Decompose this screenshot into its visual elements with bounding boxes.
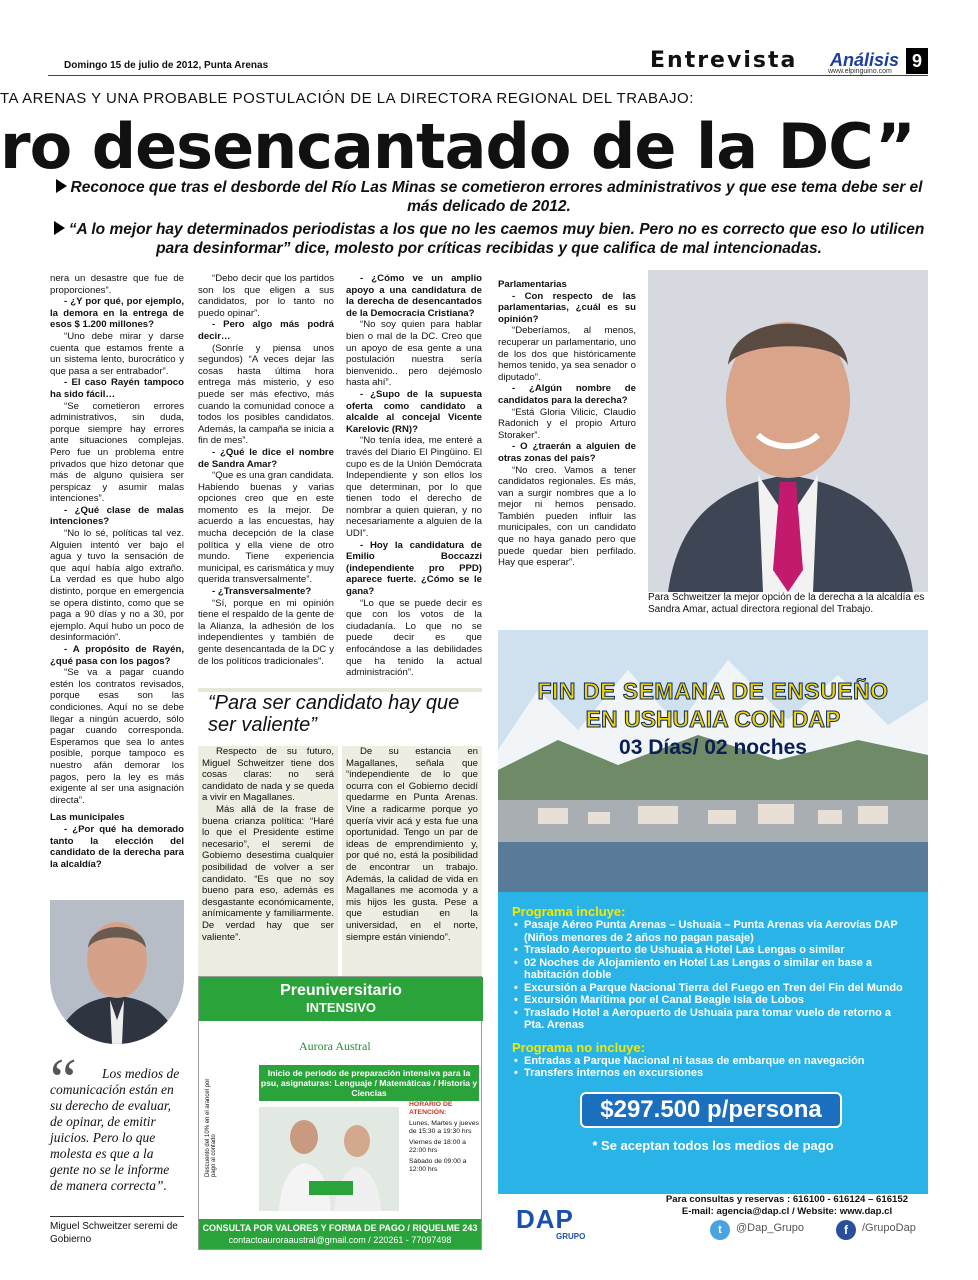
- includes-title: Programa incluye:: [512, 904, 626, 919]
- contact-phones: Para consultas y reservas : 616100 - 616124 – 616152: [665, 1194, 909, 1205]
- kicker: TA ARENAS Y UNA PROBABLE POSTULACIÓN DE LA DIRECTORA REGIONAL DEL TRABAJO:: [0, 90, 694, 107]
- list-item: • Excursión a Parque Nacional Tierra del Fuego en Tren del Fin del Mundo: [512, 982, 914, 995]
- ad-dap-contact: [652, 1194, 922, 1218]
- list-item: • Entradas a Parque Nacional ni tasas de embarque en navegación: [512, 1055, 914, 1068]
- interview-question: - ¿Por qué ha demorado tanto la elección del candidato de la derecha para la alcaldía?: [50, 823, 184, 870]
- list-item: • Traslado Aeropuerto de Ushuaia a Hotel Las Lengas o similar: [512, 944, 914, 957]
- paragraph: “No creo. Vamos a tener candidatos regionales. Es más, van a surgir nombres que a lo mejor ni hemos pensado. También pueden influir las municipales, con un candidato que no haya ganado pero que puede quedar bien perfilado. Hay que esperar”.: [498, 464, 636, 569]
- brand-logo: Análisis: [830, 50, 900, 70]
- facebook-icon: f: [836, 1220, 856, 1240]
- deck-line-2: [52, 220, 926, 258]
- interview-question: - ¿Y por qué, por ejemplo, la demora en la entrega de esos $ 1.200 millones?: [50, 296, 184, 331]
- paragraph: “Que es una gran candidata. Habiendo buenas y varias opciones creo que en este momento es la mejor. De acuerdo a las encuestas, hay mucha decepción de la clase política y ella viene de otro mundo. Tiene experiencia municipal, es carismática y muy querida transversalmente”.: [198, 470, 334, 586]
- small-portrait-illustration: [50, 900, 184, 1044]
- paragraph: nera un desastre que fue de proporciones”.: [50, 273, 184, 296]
- hours-item: Sábado de 09:00 a 12:00 hrs: [409, 1158, 467, 1173]
- paragraph: Más allá de la frase de buena crianza política: “Haré lo que el Presidente estime necesario”, el seremi de Gobierno desestima cualquier posibilidad de volver a ser candidato. “Es que no soy bueno para eso, además es desgastante económicamente, anímicamente y familiarmente. De verdad hay que ser valiente”.: [202, 803, 334, 943]
- small-portrait-photo: [50, 900, 184, 1044]
- dap-logo: DAP: [516, 1204, 574, 1234]
- paragraph: “Se cometieron errores administrativos, sin duda, porque siempre hay errores ante situaciones complejas. Pero fue un problema entre privados que hizo detonar que más de alguno quisiera ser perspicaz y asumir malas intenciones”.: [50, 400, 184, 505]
- interview-question: - Pero algo más podrá decir…: [198, 319, 334, 342]
- list-item: • Excursión Marítima por el Canal Beagle Isla de Lobos: [512, 994, 914, 1007]
- ad-dap-title-2: EN USHUAIA CON DAP: [585, 706, 841, 732]
- article-column-2: [198, 273, 334, 667]
- dateline: Domingo 15 de julio de 2012, Punta Arenas: [64, 60, 269, 71]
- preuniversitario-ad: [198, 976, 482, 1250]
- paragraph: “Lo que se puede decir es que con los votos de la ciudadanía. Lo que no se puede decir es que enfocándose a las debilidades que ha tenido la actual administración”.: [346, 597, 482, 679]
- includes-list: [512, 919, 914, 1032]
- main-photo: [648, 270, 928, 592]
- paragraph: “Sí, porque en mi opinión tiene el respaldo de la gente de la Alianza, la adhesión de los independientes y también de gente desencantada de la DC y de los políticos tradicionales”.: [198, 597, 334, 667]
- inset-column-right: [342, 746, 482, 976]
- paragraph: “No soy quien para hablar bien o mal de la DC. Creo que un apoyo de esa gente a una postulación nuestra sería bienvenido.. pero dejémoslo hasta ahí”.: [346, 319, 482, 389]
- contact-web: E-mail: agencia@dap.cl / Website: www.dap.cl: [681, 1206, 893, 1217]
- subheading: Parlamentarias: [498, 279, 567, 290]
- interview-question: - ¿Qué le dice el nombre de Sandra Amar?: [198, 446, 334, 470]
- interview-question: - ¿Transversalmente?: [212, 586, 312, 598]
- ad-preu-subtitle: INTENSIVO: [305, 1000, 377, 1015]
- interview-question: - El caso Rayén tampoco ha sido fácil…: [50, 377, 184, 400]
- twitter-handle: @Dap_Grupo: [736, 1222, 805, 1234]
- deck-text: Reconoce que tras el desborde del Río Las Minas se cometieron errores administrativos y que ese tema debe ser el más delicado de 2012.: [70, 179, 923, 215]
- paragraph: “Debo decir que los partidos son los que eligen a sus candidatos, por lo tanto no puedo opinar”.: [198, 273, 334, 319]
- students-illustration: [259, 1107, 399, 1211]
- subheading: Las municipales: [50, 812, 125, 824]
- deck-text: “A lo mejor hay determinados periodistas a los que no les caemos muy bien. Pero no es correcto que eso lo utilicen para desinformar” dice, molesto por críticas recibidas y que califica de mal intencionadas.: [68, 221, 925, 257]
- headline: ro desencantado de la DC”: [0, 110, 915, 183]
- article-column-4: [498, 273, 636, 569]
- quote-mark-icon: “: [50, 1047, 77, 1113]
- portrait-illustration: [648, 270, 928, 592]
- ad-preu-hours: [409, 1101, 479, 1174]
- ad-preu-side-note: Descuento del 10% en el arancel por pago al contado: [205, 1078, 217, 1177]
- interview-question: - ¿Qué clase de malas intenciones?: [50, 504, 184, 528]
- ad-dap-footer: [498, 1194, 928, 1252]
- list-item: • Transfers internos en excursiones: [512, 1067, 914, 1080]
- payment-note: * Se aceptan todos los medios de pago: [592, 1138, 834, 1153]
- page-number: 9: [906, 48, 928, 74]
- paragraph: “Está Gloria Vilicic, Claudio Radonich y el propio Arturo Storaker”.: [498, 406, 636, 441]
- paragraph: (Sonríe y piensa unos segundos) “A veces dejar las cosas hasta última hora entrega más misterio, y eso puede ser más efectivo, más cuando la comunidad conoce a todos los posibles candidatos. Además, la campaña se inicia a fin de mes”.: [198, 342, 334, 447]
- section-title: Entrevista: [650, 48, 798, 73]
- paragraph: “No tenía idea, me enteré a través del Diario El Pingüino. El cupo es de la Unión Demócrata Independiente y son ellos los que determinan, por lo que tienen todo el derecho de nombrar a quien quieran, y no necesariamente a alguien de la UDI”.: [346, 435, 482, 540]
- triangle-bullet-icon: [56, 179, 67, 193]
- paragraph: “Deberíamos, al menos, recuperar un parlamentario, uno de los dos que históricamente hemos tenido, ya sea senador o diputado”.: [498, 325, 636, 383]
- inset-column-left: [198, 746, 338, 976]
- interview-question: - ¿Cómo ve un amplio apoyo a una candidatura de la derecha de desencantados de la Democracia Cristiana?: [346, 273, 482, 319]
- paragraph: Respecto de su futuro, Miguel Schweitzer tiene dos cosas claras: no será candidato de nada y se queda a vivir en Magallanes.: [202, 746, 334, 804]
- ad-preu-photo: [259, 1107, 399, 1211]
- interview-question: - O ¿traerán a alguien de otras zonas del país?: [498, 441, 636, 464]
- pull-quote: Los medios de comunicación están en su derecho de evaluar, de opinar, de emitir juicios. Pero lo que molesta es que a la gente no se le informe de manera correcta”.: [50, 1066, 180, 1193]
- inset-title: “Para ser candidato hay que ser valiente”: [198, 688, 482, 740]
- quote-author: Miguel Schweitzer seremi de Gobierno: [50, 1216, 184, 1246]
- dap-logo-sub: GRUPO: [556, 1232, 586, 1241]
- ad-preu-band: Inicio de periodo de preparación intensiva para la psu, asignaturas: Lenguaje / Matemáticas / Historia y Ciencias: [259, 1065, 479, 1101]
- photo-caption: Para Schweitzer la mejor opción de la derecha a la alcaldía es Sandra Amar, actual directora regional del Trabajo.: [648, 592, 925, 615]
- price-badge: $297.500 p/persona: [580, 1092, 842, 1128]
- ushuaia-landscape-illustration: [498, 630, 928, 892]
- list-item: • Pasaje Aéreo Punta Arenas – Ushuaia – Punta Arenas vía Aerovías DAP (Niños menores de 2 años no pagan pasaje): [512, 919, 914, 944]
- hours-title: HORARIO DE ATENCIÓN:: [409, 1101, 453, 1116]
- paragraph: “Uno debe mirar y darse cuenta que estamos frente a un sistema lento, burocrático y que pasa a ser entrabador”.: [50, 330, 184, 377]
- hours-item: Viernes de 18:00 a 22:00 hrs: [409, 1139, 466, 1154]
- ad-preu-brand: Aurora Austral: [299, 1039, 371, 1053]
- paragraph: “No lo sé, políticas tal vez. Alguien intentó ver bajo el agua y tuvo la sensación de que aquí había algo extraño. La verdad es que hubo algo distinto, porque en emergencia se opera distinto, como que se paga a 90 días y no a 30, por ejemplo. Aquí hubo un poco de desinformación”.: [50, 528, 184, 644]
- brand-url: www.elpinguino.com: [828, 68, 892, 75]
- deck-line-1: [52, 178, 926, 216]
- interview-question: - Con respecto de las parlamentarias, ¿cuál es su opinión?: [498, 290, 636, 325]
- excludes-title: Programa no incluye:: [512, 1039, 645, 1055]
- ad-preu-title: Preuniversitario: [280, 982, 402, 999]
- list-item: • Traslado Hotel a Aeropuerto de Ushuaia para tomar vuelo de retorno a Pta. Arenas: [512, 1007, 914, 1032]
- ad-dap-body: [498, 892, 928, 1194]
- interview-question: - ¿Algún nombre de candidatos para la derecha?: [498, 383, 636, 406]
- twitter-icon: t: [710, 1220, 730, 1240]
- article-column-3: [346, 273, 482, 679]
- interview-question: - A propósito de Rayén, ¿qué pasa con los pagos?: [50, 644, 184, 667]
- hours-item: Lunes, Martes y jueves de 15:30 a 19:30 hrs: [409, 1120, 479, 1135]
- ad-dap-landscape: [498, 630, 928, 892]
- ad-preu-footer-line-1: CONSULTA POR VALORES Y FORMA DE PAGO / RIQUELME 243: [202, 1223, 478, 1233]
- ad-preu-header: [199, 977, 483, 1021]
- list-item: • 02 Noches de Alojamiento en Hotel Las Lengas o similar en base a habitación doble: [512, 957, 914, 982]
- interview-question: - ¿Supo de la supuesta oferta como candidato a alcalde al concejal Vicente Karelovic (RN)?: [346, 388, 482, 435]
- ad-dap-title-1: FIN DE SEMANA DE ENSUEÑO: [537, 678, 889, 704]
- dap-ushuaia-ad: [498, 630, 928, 1252]
- paragraph: De su estancia en Magallanes, señala que “independiente de lo que ocurra con el Gobierno decidí quedarme en Punta Arenas. Vine a radicarme porque yo quería vivir acá y esta fue una oportunidad. Tengo un par de ideas de emprendimiento y, por qué no, está la posibilidad de encontrar un trabajo. Además, la calidad de vida en Magallanes me acomoda y a mis hijos les gusta. Pese a que estudian en la universidad, en el norte, siempre están viniendo”.: [346, 746, 478, 943]
- paragraph: “Se va a pagar cuando estén los contratos revisados, porque esas son las condiciones. Aquí no se debe llegar a ningún acuerdo, sólo pagar cuando corresponda. Esperamos que sea lo antes posible, porque tampoco es nuestro afán demorar los pagos, pero la ley es más exigente al ser una asignación directa”.: [50, 667, 184, 806]
- excludes-list: [512, 1055, 914, 1080]
- page-header: [48, 48, 928, 76]
- facebook-handle: /GrupoDap: [862, 1222, 916, 1234]
- triangle-bullet-icon: [54, 221, 65, 235]
- ad-preu-footer-line-2: contactoauroraaustral@gmail.com / 220261 - 77097498: [228, 1235, 452, 1245]
- ad-preu-footer: [199, 1219, 481, 1249]
- article-column-1: [50, 273, 184, 870]
- inset-box: [198, 688, 482, 980]
- interview-question: - Hoy la candidatura de Emilio Boccazzi (independiente pro PPD) aparece fuerte. ¿Cómo se le gana?: [346, 539, 482, 598]
- ad-dap-title-3: 03 Días/ 02 noches: [619, 736, 807, 759]
